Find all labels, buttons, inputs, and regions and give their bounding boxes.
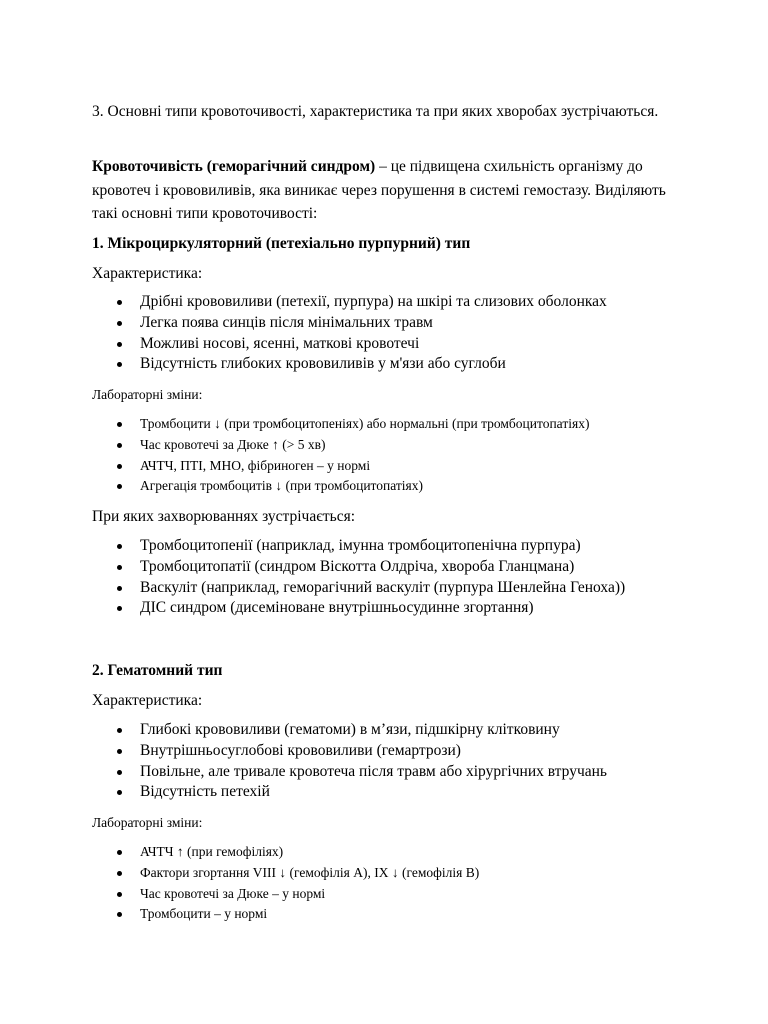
section-1-diseases-list (92, 536, 625, 619)
section-2-lab-label: Лабораторні зміни: (92, 815, 203, 830)
list-item: Тромбоцити – у нормі (92, 904, 479, 925)
list-item: Час кровотечі за Дюке – у нормі (92, 884, 479, 905)
list-item: Час кровотечі за Дюке ↑ (> 5 хв) (92, 435, 589, 456)
definition-text: – це підвищена схильність організму до кровотеч і крововиливів, яка виникає через порушення в системі гемостазу. Виділяють такі основні типи кровоточивості: (92, 158, 666, 222)
list-item: Тромбоцитопатії (синдром Віскотта Олдріча, хвороба Гланцмана) (92, 557, 625, 578)
definition-term: Кровоточивість (геморагічний синдром) (92, 158, 376, 175)
list-item: Внутрішньосуглобові крововиливи (гемартрози) (92, 741, 607, 762)
list-item: Можливі носові, ясенні, маткові кровотечі (92, 334, 607, 355)
section-1-characteristics-list (92, 292, 607, 375)
list-item: Фактори згортання VIII ↓ (гемофілія А), IX ↓ (гемофілія В) (92, 863, 479, 884)
list-item: Тромбоцити ↓ (при тромбоцитопеніях) або нормальні (при тромбоцитопатіях) (92, 414, 589, 435)
question-heading: 3. Основні типи кровоточивості, характеристика та при яких хворобах зустрічаються. (92, 103, 659, 120)
section-1-title: 1. Мікроциркуляторний (петехіально пурпурний) тип (92, 235, 471, 252)
list-item: Глибокі крововиливи (гематоми) в м’язи, підшкірну клітковину (92, 720, 607, 741)
list-item: Легка поява синців після мінімальних травм (92, 313, 607, 334)
list-item: Відсутність глибоких крововиливів у м'язи або суглоби (92, 354, 607, 375)
section-2-characteristics-label: Характеристика: (92, 692, 203, 709)
section-2-title: 2. Гематомний тип (92, 662, 223, 679)
list-item: АЧТЧ, ПТІ, МНО, фібриноген – у нормі (92, 456, 589, 477)
list-item: Агрегація тромбоцитів ↓ (при тромбоцитопатіях) (92, 476, 589, 497)
list-item: Відсутність петехій (92, 782, 607, 803)
section-1-lab-label: Лабораторні зміни: (92, 387, 203, 402)
section-2-lab-list (92, 842, 479, 925)
section-2-characteristics-list (92, 720, 607, 803)
section-1-characteristics-label: Характеристика: (92, 265, 203, 282)
list-item: Васкуліт (наприклад, геморагічний васкуліт (пурпура Шенлейна Геноха)) (92, 578, 625, 599)
definition-paragraph (92, 155, 682, 226)
list-item: Тромбоцитопенії (наприклад, імунна тромбоцитопенічна пурпура) (92, 536, 625, 557)
list-item: ДІС синдром (дисеміноване внутрішньосудинне згортання) (92, 598, 625, 619)
list-item: Дрібні крововиливи (петехії, пурпура) на шкірі та слизових оболонках (92, 292, 607, 313)
section-1-diseases-label: При яких захворюваннях зустрічається: (92, 508, 356, 525)
list-item: Повільне, але тривале кровотеча після травм або хірургічних втручань (92, 762, 607, 783)
section-1-lab-list (92, 414, 589, 497)
list-item: АЧТЧ ↑ (при гемофіліях) (92, 842, 479, 863)
